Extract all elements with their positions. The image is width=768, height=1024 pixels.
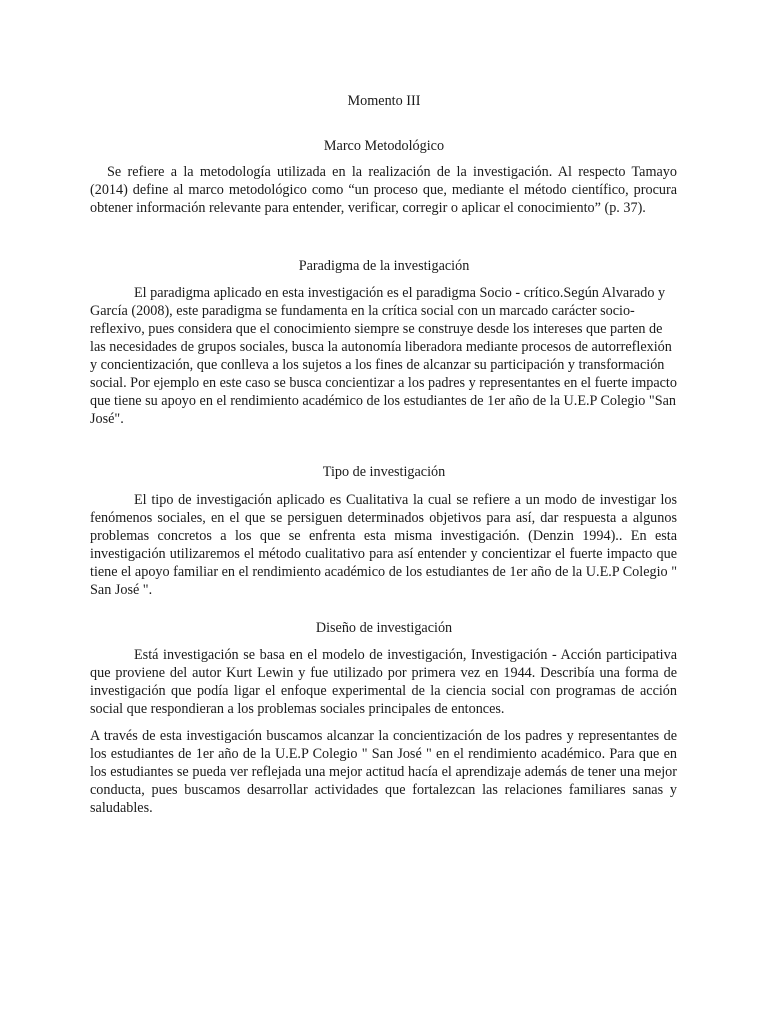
section-title: Marco Metodológico — [323, 138, 445, 154]
type-paragraph: El tipo de investigación aplicado es Cualitativa la cual se refiere a un modo de investigar los fenómenos sociales, en el que se persiguen determinados objetivos para así, dar respuesta a algunos problemas concretos a los que se enfrenta esta misma investigación. (Denzin 1994).. En esta investigación utilizaremos el método cualitativo para así entender y concientizar el fuerte impacto que tiene el apoyo familiar en el rendimiento académico de los estudiantes de 1er año de la U.E.P Colegio " San José ". — [90, 492, 677, 598]
design-paragraph-1: Está investigación se basa en el modelo de investigación, Investigación - Acción participativa que proviene del autor Kurt Lewin y fue utilizado por primera vez en 1944. Describía una forma de investigación que podía ligar el enfoque experimental de la ciencia social con programas de acción social que respondieran a los problemas sociales principales de entonces. — [90, 647, 677, 717]
chapter-title: Momento III — [347, 93, 421, 109]
paradigm-heading: Paradigma de la investigación — [298, 258, 470, 274]
paradigm-paragraph: El paradigma aplicado en esta investigación es el paradigma Socio - crítico.Según Alvarado y García (2008), este paradigma se fundamenta en la crítica social con un marcado carácter socio-reflexivo, pues considera que el conocimiento siempre se construye desde los intereses que parten de las necesidades de grupos sociales, busca la autonomía liberadora mediante procesos de autorreflexión y concientización, que conlleva a los sujetos a los fines de alcanzar su participación y transformación social. Por ejemplo en este caso se busca concientizar a los padres y representantes en el fuerte impacto que tiene su apoyo en el rendimiento académico de los estudiantes de 1er año de la U.E.P Colegio "San José". — [90, 285, 677, 427]
design-paragraph-2: A través de esta investigación buscamos alcanzar la concientización de los padres y representantes de los estudiantes de 1er año de la U.E.P Colegio " San José " en el rendimiento académico. Para que en los estudiantes se pueda ver reflejada una mejor actitud hacía el aprendizaje además de tener una mejor conducta, pues buscamos desarrollar actividades que fortalezcan las relaciones familiares sanas y saludables. — [90, 728, 677, 816]
type-heading: Tipo de investigación — [322, 464, 446, 480]
design-heading: Diseño de investigación — [315, 620, 453, 636]
intro-paragraph: Se refiere a la metodología utilizada en la realización de la investigación. Al respecto Tamayo (2014) define al marco metodológico como “un proceso que, mediante el método científico, procura obtener información relevante para entender, verificar, corregir o aplicar el conocimiento” (p. 37). — [90, 164, 677, 216]
